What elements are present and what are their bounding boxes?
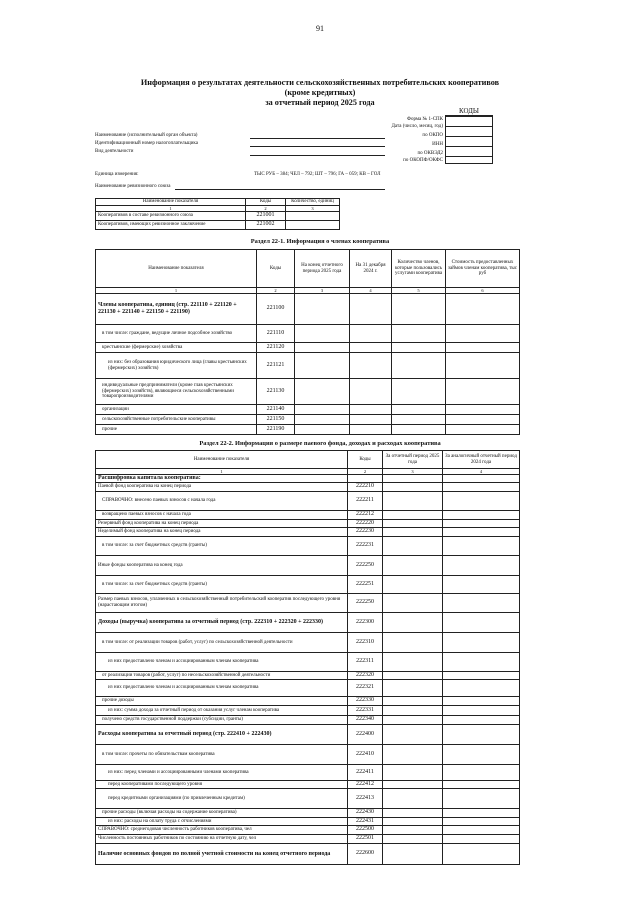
row-label: Численность постоянных работников по состоянию на отчетную дату, чел: [96, 835, 348, 844]
value-cell[interactable]: [443, 475, 520, 483]
value-cell[interactable]: [443, 556, 520, 576]
col-header: Наименование показателя: [96, 199, 246, 206]
row-label: перед кооперативами последующего уровня: [96, 781, 348, 789]
table-row: [96, 781, 520, 789]
table-row: [96, 520, 520, 528]
value-cell[interactable]: [443, 716, 520, 725]
label-inn: ИНН: [432, 142, 443, 147]
value-cell[interactable]: [446, 425, 520, 435]
value-cell[interactable]: [392, 405, 446, 415]
value-cell[interactable]: [443, 818, 520, 826]
table-row: [96, 537, 520, 556]
row-label: прочие доходы: [96, 697, 348, 706]
row-label: из них: без образования юридического лица (главы крестьянских (фермерских) хозяйств): [96, 353, 257, 379]
table-row: [96, 818, 520, 826]
row-label: СПРАВОЧНО: среднегодовая численность работников кооператива, чел: [96, 826, 348, 835]
row-label: организации: [96, 405, 257, 415]
row-code: 222212: [348, 511, 383, 520]
value-cell[interactable]: [383, 697, 443, 706]
row-label: индивидуальные предприниматели (кроме глав крестьянских (фермерских) хозяйств), являющиеся сельскохозяйственными товаропроизводителями: [96, 379, 257, 405]
value-cell[interactable]: [446, 353, 520, 379]
value-cell[interactable]: [383, 556, 443, 576]
label-organization: Наименование (исполнительный орган объекта): [95, 133, 198, 138]
value-cell[interactable]: [350, 294, 392, 325]
value-cell[interactable]: [392, 415, 446, 425]
table-row: [96, 556, 520, 576]
value-cell[interactable]: [383, 716, 443, 725]
table-row: [96, 528, 520, 537]
table-row: [96, 745, 520, 765]
row-code: 222251: [348, 576, 383, 594]
row-code: 221190: [257, 425, 295, 435]
value-cell[interactable]: [443, 835, 520, 844]
row-code: 222211: [348, 492, 383, 511]
value-cell[interactable]: [350, 325, 392, 343]
col-header: Наименование показателя: [96, 250, 257, 288]
value-cell[interactable]: [443, 537, 520, 556]
value-cell[interactable]: [383, 680, 443, 697]
table-row: [96, 511, 520, 520]
value-cell[interactable]: [383, 653, 443, 672]
col-header: Количество, единиц: [286, 199, 340, 206]
row-code: 222220: [348, 520, 383, 528]
value-cell[interactable]: [446, 405, 520, 415]
value-cell[interactable]: [383, 765, 443, 781]
row-code: 222300: [348, 613, 383, 633]
row-code: 222231: [348, 537, 383, 556]
table-row: [96, 697, 520, 706]
value-cell[interactable]: [295, 294, 350, 325]
col-header: Коды: [257, 250, 295, 288]
fund-table: [95, 450, 520, 865]
union-table: [95, 198, 340, 230]
table-row: [96, 716, 520, 725]
value-cell[interactable]: [295, 425, 350, 435]
value-cell[interactable]: [383, 528, 443, 537]
value-cell[interactable]: [446, 415, 520, 425]
value-cell[interactable]: [443, 633, 520, 653]
row-code: 222321: [348, 680, 383, 697]
value-cell[interactable]: [383, 537, 443, 556]
col-header: Наименование показателя: [96, 451, 348, 469]
col-number: 2: [348, 469, 383, 475]
col-number: 3: [286, 205, 340, 211]
table-row: [96, 680, 520, 697]
table-row: [96, 492, 520, 511]
row-label: в том числе: за счет бюджетных средств (гранты): [96, 537, 348, 556]
row-code: 221100: [257, 294, 295, 325]
row-code: 221130: [257, 379, 295, 405]
row-code: 221140: [257, 405, 295, 415]
value-cell[interactable]: [443, 725, 520, 745]
row-code: 222600: [348, 844, 383, 865]
value-cell[interactable]: [383, 745, 443, 765]
col-header: Коды: [246, 199, 286, 206]
value-cell[interactable]: [383, 826, 443, 835]
value-cell[interactable]: [446, 294, 520, 325]
table-row: [96, 475, 520, 483]
value-cell[interactable]: [383, 511, 443, 520]
col-number: 3: [295, 288, 350, 294]
row-label: Паевой фонд кооператива на конец периода: [96, 483, 348, 492]
row-code: 222400: [348, 725, 383, 745]
row-label: Иные фонды кооператива на конец года: [96, 556, 348, 576]
row-label: сельскохозяйственные потребительские кооперативы: [96, 415, 257, 425]
label-date: Дата (число, месяц, год): [391, 124, 443, 129]
row-label: Кооперативов, имеющих ревизионное заключение: [96, 220, 246, 229]
row-code: 222500: [348, 826, 383, 835]
row-code: 222413: [348, 789, 383, 809]
row-code: 222250: [348, 556, 383, 576]
value-cell[interactable]: [392, 294, 446, 325]
table-row: [96, 844, 520, 865]
col-number: 3: [383, 469, 443, 475]
value-cell[interactable]: [443, 826, 520, 835]
value-cell[interactable]: [443, 680, 520, 697]
value-cell[interactable]: [443, 844, 520, 865]
value-cell[interactable]: [383, 835, 443, 844]
row-code: 222501: [348, 835, 383, 844]
value-cell[interactable]: [383, 818, 443, 826]
col-header: За отчетный период 2025 года: [383, 451, 443, 469]
table-row: [96, 594, 520, 613]
col-header: Количество членов, которые пользовались услугами кооператива: [392, 250, 446, 288]
col-header: На 31 декабря 2024 г.: [350, 250, 392, 288]
value-cell[interactable]: [350, 343, 392, 353]
value-cell[interactable]: [443, 697, 520, 706]
row-label: Расходы кооператива за отчетный период (стр. 222410 + 222430): [96, 725, 348, 745]
table-row: [96, 765, 520, 781]
label-activity: Вид деятельности: [95, 149, 134, 154]
col-number: 2: [246, 205, 286, 211]
row-code: 222431: [348, 818, 383, 826]
col-number: 1: [96, 469, 348, 475]
label-okpo: по ОКПО: [422, 133, 443, 138]
table-row: [96, 826, 520, 835]
value-cell[interactable]: [383, 672, 443, 680]
row-code: 222311: [348, 653, 383, 672]
section-22-2-title: Раздел 22-2. Информация о размере паевого фонда, доходах и расходах кооператива: [199, 440, 441, 447]
value-cell[interactable]: [286, 211, 340, 220]
table-row: [96, 835, 520, 844]
value-cell[interactable]: [392, 325, 446, 343]
row-code: 221110: [257, 325, 295, 343]
value-cell[interactable]: [443, 511, 520, 520]
row-code: [348, 475, 383, 483]
table-row: [96, 809, 520, 818]
col-number: 2: [257, 288, 295, 294]
row-label: от реализации товаров (работ, услуг) по несельскохозяйственной деятельности: [96, 672, 348, 680]
row-label: Кооперативов в составе ревизионного союза: [96, 211, 246, 220]
col-number: 1: [96, 288, 257, 294]
value-cell[interactable]: [443, 613, 520, 633]
value-cell[interactable]: [350, 405, 392, 415]
row-label: получено средств государственной поддержки (субсидии, гранты): [96, 716, 348, 725]
row-label: прочие расходы (включая расходы на содержание кооператива): [96, 809, 348, 818]
col-header: За аналогичный отчетный период 2024 года: [443, 451, 520, 469]
value-cell[interactable]: [443, 745, 520, 765]
value-cell[interactable]: [443, 706, 520, 716]
page-number: 91: [316, 24, 324, 33]
value-cell[interactable]: [286, 220, 340, 229]
row-label: перед кредитными организациями (по привлеченным кредитам): [96, 789, 348, 809]
value-cell[interactable]: [392, 353, 446, 379]
row-code: 221150: [257, 415, 295, 425]
col-number: 6: [446, 288, 520, 294]
col-number: 1: [96, 205, 246, 211]
row-label: Доходы (выручка) кооператива за отчетный период (стр. 222310 + 222320 + 222330): [96, 613, 348, 633]
value-cell[interactable]: [443, 789, 520, 809]
value-cell[interactable]: [443, 520, 520, 528]
value-cell[interactable]: [383, 725, 443, 745]
value-cell[interactable]: [443, 483, 520, 492]
row-label: прочие: [96, 425, 257, 435]
value-cell[interactable]: [443, 528, 520, 537]
value-cell[interactable]: [295, 343, 350, 353]
value-cell[interactable]: [446, 325, 520, 343]
col-header: Стоимость предоставленных займов членам кооператива, тыс руб: [446, 250, 520, 288]
table-row: [96, 725, 520, 745]
label-okved: по ОКВЭД2: [417, 151, 443, 156]
row-code: 222320: [348, 672, 383, 680]
table-row: [96, 576, 520, 594]
value-cell[interactable]: [350, 415, 392, 425]
value-cell[interactable]: [443, 653, 520, 672]
value-cell[interactable]: [350, 425, 392, 435]
value-cell[interactable]: [392, 379, 446, 405]
row-code: 222340: [348, 716, 383, 725]
value-cell[interactable]: [383, 781, 443, 789]
value-cell[interactable]: [295, 405, 350, 415]
row-code: 222310: [348, 633, 383, 653]
members-table: [95, 249, 520, 435]
value-cell[interactable]: [443, 809, 520, 818]
row-label: Расшифровка капитала кооператива:: [96, 475, 348, 483]
col-header: На конец отчетного периода 2025 года: [295, 250, 350, 288]
table-row: [96, 653, 520, 672]
label-revision-union: Наименование ревизионного союза: [95, 184, 171, 189]
row-label: в том числе: за счет бюджетных средств (гранты): [96, 576, 348, 594]
value-cell[interactable]: [383, 520, 443, 528]
section-22-1-title: Раздел 22-1. Информация о членах кооператива: [250, 238, 390, 245]
row-label: в том числе: граждане, ведущие личное подсобное хозяйство: [96, 325, 257, 343]
title-line-3: за отчетный период 2025 года: [265, 98, 375, 107]
row-code: 221121: [257, 353, 295, 379]
row-label: СПРАВОЧНО: внесено паевых взносов с начала года: [96, 492, 348, 511]
row-label: Резервный фонд кооператива на конец периода: [96, 520, 348, 528]
row-code: 222210: [348, 483, 383, 492]
value-cell[interactable]: [443, 594, 520, 613]
title-line-1: Информация о результатах деятельности сельскохозяйственных потребительских кооперативов: [140, 78, 500, 87]
row-code: 221120: [257, 343, 295, 353]
row-label: в том числе: от реализации товаров (работ, услуг) по сельскохозяйственной деятельности: [96, 633, 348, 653]
value-cell[interactable]: [443, 576, 520, 594]
row-label: в том числе: прочеты по обязательствам кооператива: [96, 745, 348, 765]
value-cell[interactable]: [383, 492, 443, 511]
row-label: из них предоставлено членам и ассоциированным членам кооператива: [96, 653, 348, 672]
row-label: из них предоставлено членам и ассоциированным членам кооператива: [96, 680, 348, 697]
value-cell[interactable]: [383, 576, 443, 594]
value-cell[interactable]: [350, 353, 392, 379]
label-okopf: по ОКОПФ/ОКФС: [403, 158, 443, 163]
value-cell[interactable]: [443, 765, 520, 781]
row-label: Размер паевых взносов, уплаченных в сельскохозяйственный потребительский кооператив последующего уровня (нарастающим итогом): [96, 594, 348, 613]
value-cell[interactable]: [392, 425, 446, 435]
value-cell[interactable]: [383, 809, 443, 818]
row-code: 222410: [348, 745, 383, 765]
row-label: крестьянские (фермерские) хозяйства: [96, 343, 257, 353]
value-cell[interactable]: [383, 789, 443, 809]
row-label: возвращено паевых взносов с начала года: [96, 511, 348, 520]
title-line-2: (кроме кредитных): [284, 88, 356, 97]
codes-box: [445, 116, 493, 164]
col-number: 4: [443, 469, 520, 475]
value-cell[interactable]: [392, 343, 446, 353]
row-code: 222330: [348, 697, 383, 706]
codes-header: КОДЫ: [458, 107, 480, 115]
value-cell[interactable]: [443, 781, 520, 789]
value-cell[interactable]: [383, 706, 443, 716]
row-code: 222412: [348, 781, 383, 789]
table-row: [96, 633, 520, 653]
value-cell[interactable]: [443, 492, 520, 511]
value-cell[interactable]: [446, 343, 520, 353]
value-cell[interactable]: [295, 325, 350, 343]
row-label: Неделимый фонд кооператива на конец периода: [96, 528, 348, 537]
col-number: 5: [392, 288, 446, 294]
value-cell[interactable]: [383, 483, 443, 492]
row-code: 222250: [348, 594, 383, 613]
row-label: из них: сумма дохода за отчетный период от оказания услуг членам кооператива: [96, 706, 348, 716]
value-cell[interactable]: [446, 379, 520, 405]
row-code: 222230: [348, 528, 383, 537]
table-row: [96, 706, 520, 716]
row-code: 222430: [348, 809, 383, 818]
value-cell[interactable]: [350, 379, 392, 405]
unit-value: ТЫС РУБ – 384; ЧЕЛ – 792; ШТ – 796; ГА – 059; КВ – ГОЛ: [254, 172, 381, 177]
value-cell[interactable]: [383, 613, 443, 633]
col-number: 4: [350, 288, 392, 294]
table-row: [96, 613, 520, 633]
value-cell[interactable]: [383, 594, 443, 613]
label-taxpayer-id: Идентификационный номер налогоплательщика: [95, 141, 199, 146]
table-row: [96, 483, 520, 492]
value-cell[interactable]: [443, 672, 520, 680]
value-cell[interactable]: [383, 475, 443, 483]
row-label: из них: перед членами и ассоциированными членами кооператива: [96, 765, 348, 781]
row-code: 221001: [246, 211, 286, 220]
col-header: Коды: [348, 451, 383, 469]
row-label: из них: расходы на оплату труда с отчислениями: [96, 818, 348, 826]
row-code: 222411: [348, 765, 383, 781]
value-cell[interactable]: [383, 844, 443, 865]
row-code: 222331: [348, 706, 383, 716]
row-code: 221002: [246, 220, 286, 229]
label-unit: Единица измерения:: [95, 172, 139, 177]
table-row: [96, 789, 520, 809]
value-cell[interactable]: [295, 415, 350, 425]
value-cell[interactable]: [383, 633, 443, 653]
value-cell[interactable]: [295, 353, 350, 379]
table-row: [96, 672, 520, 680]
value-cell[interactable]: [295, 379, 350, 405]
row-label: Наличие основных фондов по полной учетной стоимости на конец отчетного периода: [96, 844, 348, 865]
label-form: Форма № 1-СПК: [407, 117, 443, 122]
row-label: Члены кооператива, единиц (стр. 221110 + 221120 + 221130 + 221140 + 221150 + 221190): [96, 294, 257, 325]
